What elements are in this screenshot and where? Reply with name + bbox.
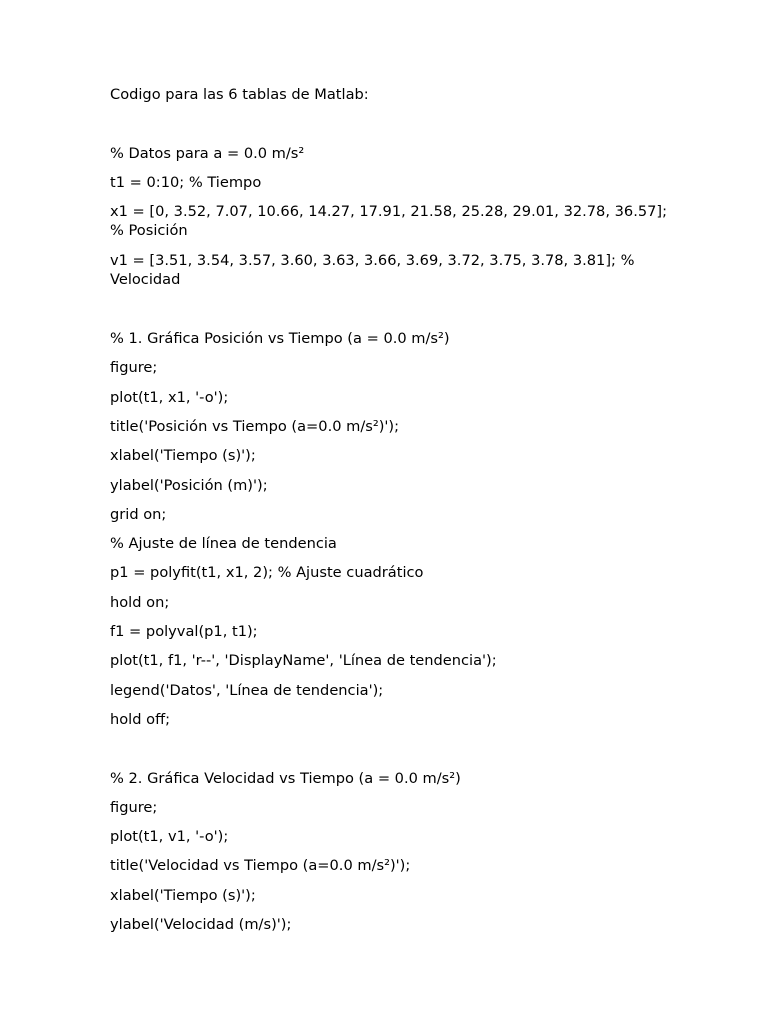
code-line: hold off; — [110, 711, 171, 728]
code-line: t1 = 0:10; % Tiempo — [110, 174, 262, 191]
code-line: grid on; — [110, 506, 167, 523]
code-line: x1 = [0, 3.52, 7.07, 10.66, 14.27, 17.91, 21.58, 25.28, 29.01, 32.78, 36.57]; % Posición — [110, 203, 668, 239]
code-line: xlabel('Tiempo (s)'); — [110, 887, 256, 904]
code-line: p1 = polyfit(t1, x1, 2); % Ajuste cuadrático — [110, 564, 424, 581]
code-line: ylabel('Posición (m)'); — [110, 477, 268, 494]
code-line: plot(t1, x1, '-o'); — [110, 389, 229, 406]
code-line: xlabel('Tiempo (s)'); — [110, 447, 256, 464]
code-line: % 1. Gráfica Posición vs Tiempo (a = 0.0 m/s²) — [110, 330, 450, 347]
code-line: legend('Datos', 'Línea de tendencia'); — [110, 682, 384, 699]
code-line: ylabel('Velocidad (m/s)'); — [110, 916, 292, 933]
code-line: figure; — [110, 359, 158, 376]
code-line: figure; — [110, 799, 158, 816]
document-heading: Codigo para las 6 tablas de Matlab: — [110, 86, 369, 103]
code-line: v1 = [3.51, 3.54, 3.57, 3.60, 3.63, 3.66, 3.69, 3.72, 3.75, 3.78, 3.81]; % Velocidad — [110, 252, 635, 288]
code-line: title('Posición vs Tiempo (a=0.0 m/s²)'); — [110, 418, 400, 435]
code-line: % Datos para a = 0.0 m/s² — [110, 145, 305, 162]
code-line: % 2. Gráfica Velocidad vs Tiempo (a = 0.0 m/s²) — [110, 770, 461, 787]
code-line: plot(t1, v1, '-o'); — [110, 828, 229, 845]
code-line: title('Velocidad vs Tiempo (a=0.0 m/s²)'); — [110, 857, 411, 874]
code-line: plot(t1, f1, 'r--', 'DisplayName', 'Línea de tendencia'); — [110, 652, 497, 669]
code-line: % Ajuste de línea de tendencia — [110, 535, 337, 552]
code-line: f1 = polyval(p1, t1); — [110, 623, 258, 640]
code-line: hold on; — [110, 594, 170, 611]
